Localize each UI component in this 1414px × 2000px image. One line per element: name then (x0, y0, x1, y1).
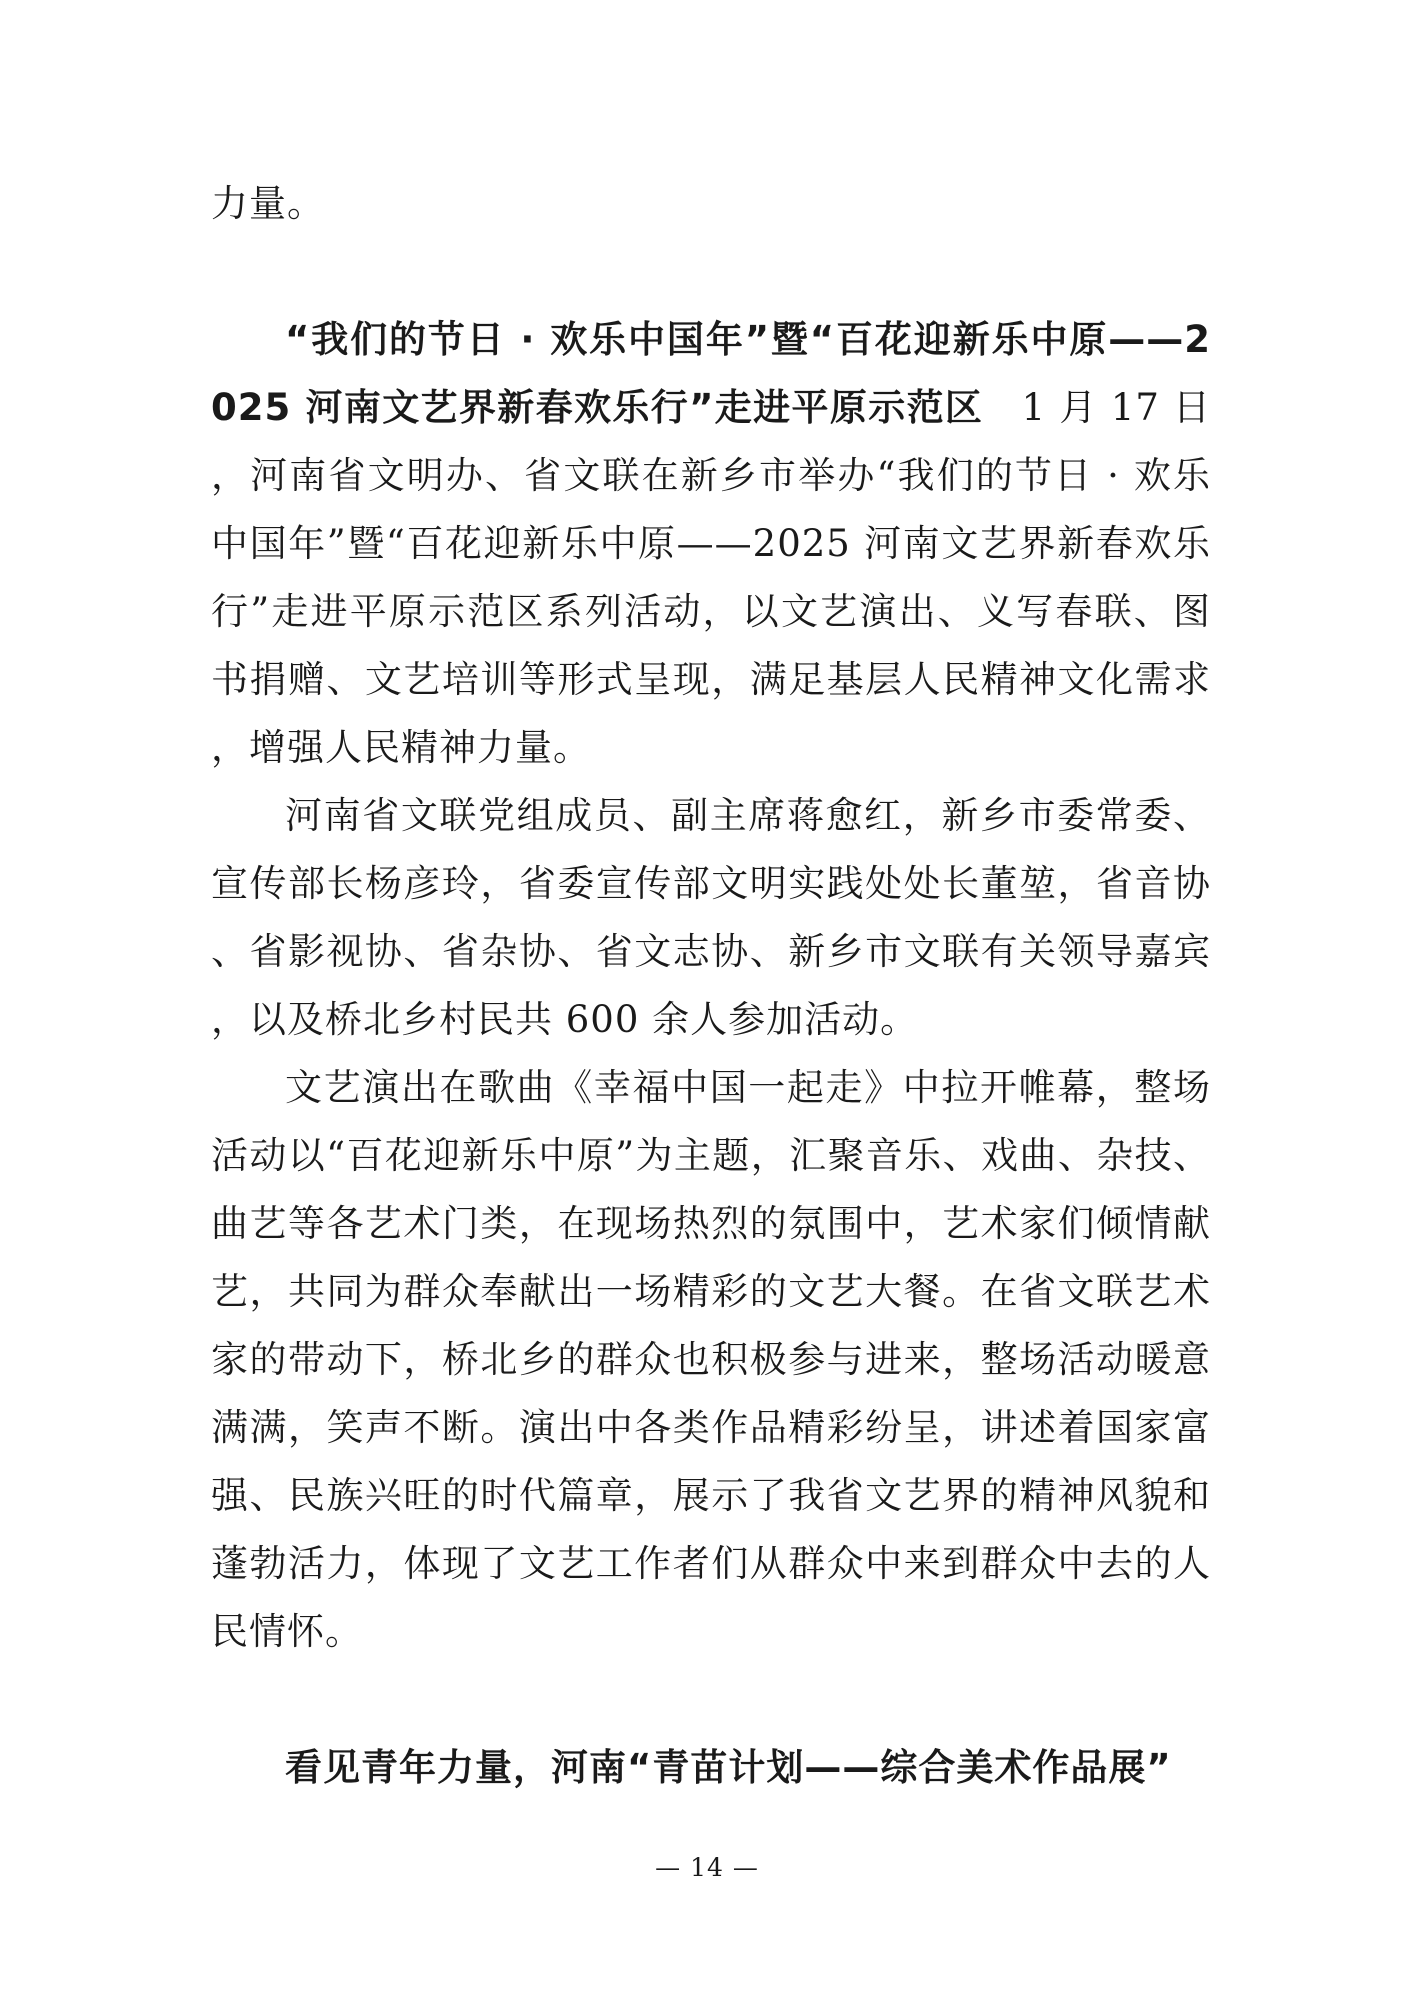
continuation-paragraph: 力量。 (211, 182, 325, 225)
performance-paragraph: 文艺演出在歌曲《幸福中国一起走》中拉开帷幕，整场活动以“百花迎新乐中原”为主题，汇聚音乐、戏曲、杂技、曲艺等各艺术门类，在现场热烈的氛围中，艺术家们倾情献艺，共同为群众奉献出一场精彩的文艺大餐。在省文联艺术家的带动下，桥北乡的群众也积极参与进来，整场活动暖意满满，笑声不断。演出中各类作品精彩纷呈，讲述着国家富强、民族兴旺的时代篇章，展示了我省文艺界的精神风貌和蓬勃活力，体现了文艺工作者们从群众中来到群众中去的人民情怀。 (211, 1066, 1211, 1653)
article-lead-paragraph (211, 306, 1211, 782)
next-section-heading: 看见青年力量，河南“青苗计划——综合美术作品展” (285, 1746, 1172, 1789)
attendees-paragraph: 河南省文联党组成员、副主席蒋愈红，新乡市委常委、宣传部长杨彦玲，省委宣传部文明实践处处长董堃，省音协、省影视协、省杂协、省文志协、新乡市文联有关领导嘉宾，以及桥北乡村民共 600 余人参加活动。 (211, 794, 1211, 1041)
article-lead-text: 1 月 17 日，河南省文明办、省文联在新乡市举办“我们的节日 · 欢乐中国年”暨“百花迎新乐中原——2025 河南文艺界新春欢乐行”走进平原示范区系列活动，以文艺演出、义写春联、图书捐赠、文艺培训等形式呈现，满足基层人民精神文化需求，增强人民精神力量。 (211, 386, 1212, 769)
page-number: — 14 — (655, 1853, 759, 1882)
article-heading: “我们的节日 · 欢乐中国年”暨“百花迎新乐中原——2025 河南文艺界新春欢乐行”走进平原示范区 (211, 318, 1211, 429)
page-content (211, 170, 1211, 1802)
